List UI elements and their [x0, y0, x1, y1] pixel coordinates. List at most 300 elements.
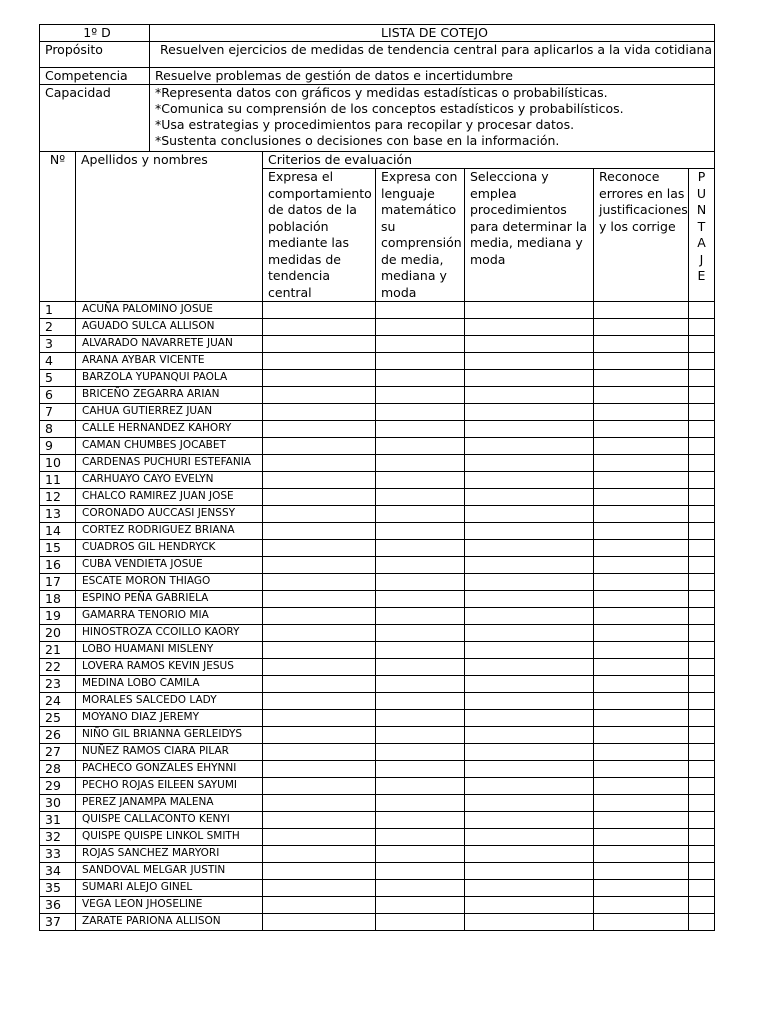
score-cell[interactable]: [689, 472, 715, 489]
criterion-cell[interactable]: [594, 676, 689, 693]
table-row: [40, 421, 715, 438]
criterion-cell[interactable]: [263, 574, 376, 591]
table-row: [40, 608, 715, 625]
student-name: AGUADO SULCA ALLISON: [76, 319, 263, 336]
number-header: Nº: [40, 152, 76, 302]
criterion-cell[interactable]: [263, 353, 376, 370]
criterion-cell[interactable]: [594, 625, 689, 642]
table-row: [40, 829, 715, 846]
criterion-cell[interactable]: [594, 659, 689, 676]
criterion-cell[interactable]: [465, 574, 594, 591]
table-row: [40, 370, 715, 387]
score-cell[interactable]: [689, 574, 715, 591]
student-name: CORONADO AUCCASI JENSSY: [76, 506, 263, 523]
criterion-cell[interactable]: [465, 506, 594, 523]
student-name: ROJAS SANCHEZ MARYORI: [76, 846, 263, 863]
student-name: CUADROS GIL HENDRYCK: [76, 540, 263, 557]
score-cell[interactable]: [689, 880, 715, 897]
score-cell[interactable]: [689, 523, 715, 540]
criterion-cell[interactable]: [465, 846, 594, 863]
student-name: ESPINO PEÑA GABRIELA: [76, 591, 263, 608]
criterion-cell[interactable]: [465, 659, 594, 676]
table-row: [40, 897, 715, 914]
criterion-cell[interactable]: [465, 438, 594, 455]
criterion-cell[interactable]: [465, 336, 594, 353]
table-row: [40, 812, 715, 829]
criterion-cell[interactable]: [594, 591, 689, 608]
criterion-cell[interactable]: [376, 438, 465, 455]
score-cell[interactable]: [689, 642, 715, 659]
criterion-cell[interactable]: [594, 421, 689, 438]
student-name: ZARATE PARIONA ALLISON: [76, 914, 263, 931]
competence-label: Competencia: [40, 68, 150, 85]
table-row: [40, 319, 715, 336]
criterion-cell[interactable]: [263, 302, 376, 319]
table-row: [40, 795, 715, 812]
table-row: [40, 489, 715, 506]
table-row: [40, 336, 715, 353]
score-cell[interactable]: [689, 387, 715, 404]
criterion-cell[interactable]: [465, 863, 594, 880]
student-number: 12: [40, 489, 76, 506]
score-cell[interactable]: [689, 897, 715, 914]
criterion-cell[interactable]: [376, 591, 465, 608]
capacity-row: [40, 85, 715, 152]
score-header-text: P U N T A J E: [696, 169, 707, 283]
criterion-cell[interactable]: [263, 693, 376, 710]
capacity-item: *Usa estrategias y procedimientos para recopilar y procesar datos.: [155, 117, 575, 132]
criterion-cell[interactable]: [376, 353, 465, 370]
criterion-cell[interactable]: [465, 421, 594, 438]
table-row: [40, 506, 715, 523]
table-row: [40, 880, 715, 897]
student-name: PECHO ROJAS EILEEN SAYUMI: [76, 778, 263, 795]
table-row: [40, 710, 715, 727]
table-row: [40, 693, 715, 710]
criterion-cell[interactable]: [263, 336, 376, 353]
criterion-cell[interactable]: [376, 812, 465, 829]
score-cell[interactable]: [689, 727, 715, 744]
criterion-cell[interactable]: [376, 540, 465, 557]
criterion-cell[interactable]: [465, 829, 594, 846]
table-row: [40, 472, 715, 489]
criterion-cell[interactable]: [376, 642, 465, 659]
score-cell[interactable]: [689, 846, 715, 863]
score-cell[interactable]: [689, 625, 715, 642]
criterion-cell[interactable]: [263, 778, 376, 795]
criterion-cell[interactable]: [263, 455, 376, 472]
criterion-cell[interactable]: [465, 591, 594, 608]
criterion-cell[interactable]: [594, 710, 689, 727]
criterion-cell[interactable]: [263, 744, 376, 761]
table-row: [40, 625, 715, 642]
student-name: BRICEÑO ZEGARRA ARIAN: [76, 387, 263, 404]
student-name: VEGA LEON JHOSELINE: [76, 897, 263, 914]
criterion-cell[interactable]: [594, 727, 689, 744]
criterion-cell[interactable]: [594, 693, 689, 710]
criterion-cell[interactable]: [263, 659, 376, 676]
criterion-cell[interactable]: [263, 897, 376, 914]
criterion-cell[interactable]: [594, 489, 689, 506]
criterion-cell[interactable]: [594, 438, 689, 455]
student-number: 30: [40, 795, 76, 812]
student-name: QUISPE QUISPE LINKOL SMITH: [76, 829, 263, 846]
criterion-cell[interactable]: [263, 404, 376, 421]
student-number: 35: [40, 880, 76, 897]
criterion-3: Selecciona y emplea procedimientos para determinar la media, mediana y moda: [465, 169, 594, 302]
criterion-cell[interactable]: [376, 778, 465, 795]
student-name: CORTEZ RODRIGUEZ BRIANA: [76, 523, 263, 540]
criterion-cell[interactable]: [376, 846, 465, 863]
criterion-cell[interactable]: [263, 676, 376, 693]
criterion-cell[interactable]: [594, 387, 689, 404]
score-cell[interactable]: [689, 370, 715, 387]
criterion-cell[interactable]: [376, 608, 465, 625]
criterion-cell[interactable]: [376, 506, 465, 523]
score-cell[interactable]: [689, 353, 715, 370]
criterion-cell[interactable]: [465, 489, 594, 506]
student-number: 13: [40, 506, 76, 523]
criterion-cell[interactable]: [594, 829, 689, 846]
student-name: ACUÑA PALOMINO JOSUE: [76, 302, 263, 319]
table-row: [40, 540, 715, 557]
criterion-cell[interactable]: [465, 370, 594, 387]
criterion-cell[interactable]: [465, 540, 594, 557]
student-number: 11: [40, 472, 76, 489]
criterion-cell[interactable]: [465, 642, 594, 659]
score-cell[interactable]: [689, 812, 715, 829]
criterion-cell[interactable]: [376, 387, 465, 404]
criterion-cell[interactable]: [376, 523, 465, 540]
criterion-cell[interactable]: [594, 846, 689, 863]
score-cell[interactable]: [689, 421, 715, 438]
criterion-cell[interactable]: [465, 353, 594, 370]
criterion-cell[interactable]: [594, 778, 689, 795]
student-name: CUBA VENDIETA JOSUE: [76, 557, 263, 574]
criterion-cell[interactable]: [376, 880, 465, 897]
criterion-cell[interactable]: [376, 744, 465, 761]
student-number: 9: [40, 438, 76, 455]
criterion-cell[interactable]: [376, 676, 465, 693]
student-number: 14: [40, 523, 76, 540]
table-row: [40, 846, 715, 863]
criterion-cell[interactable]: [465, 693, 594, 710]
criterion-cell[interactable]: [594, 472, 689, 489]
criterion-cell[interactable]: [376, 625, 465, 642]
score-cell[interactable]: [689, 506, 715, 523]
student-name: HINOSTROZA CCOILLO KAORY: [76, 625, 263, 642]
competence-row: [40, 68, 715, 85]
student-name: CHALCO RAMIREZ JUAN JOSE: [76, 489, 263, 506]
table-row: [40, 387, 715, 404]
score-cell[interactable]: [689, 608, 715, 625]
student-name: BARZOLA YUPANQUI PAOLA: [76, 370, 263, 387]
criterion-cell[interactable]: [263, 472, 376, 489]
criterion-cell[interactable]: [376, 863, 465, 880]
criterion-cell[interactable]: [263, 914, 376, 931]
student-number: 17: [40, 574, 76, 591]
student-name: MOYANO DIAZ JEREMY: [76, 710, 263, 727]
criterion-cell[interactable]: [376, 897, 465, 914]
criterion-cell[interactable]: [594, 863, 689, 880]
student-number: 33: [40, 846, 76, 863]
criterion-cell[interactable]: [594, 880, 689, 897]
criterion-cell[interactable]: [594, 557, 689, 574]
score-cell[interactable]: [689, 710, 715, 727]
table-row: [40, 761, 715, 778]
student-name: NIÑO GIL BRIANNA GERLEIDYS: [76, 727, 263, 744]
criterion-cell[interactable]: [263, 863, 376, 880]
score-cell[interactable]: [689, 744, 715, 761]
table-row: [40, 404, 715, 421]
criterion-cell[interactable]: [376, 421, 465, 438]
criterion-cell[interactable]: [376, 574, 465, 591]
criterion-cell[interactable]: [465, 676, 594, 693]
criterion-cell[interactable]: [376, 404, 465, 421]
criterion-cell[interactable]: [376, 489, 465, 506]
criterion-cell[interactable]: [594, 319, 689, 336]
criterion-cell[interactable]: [594, 523, 689, 540]
criterion-cell[interactable]: [465, 472, 594, 489]
criterion-cell[interactable]: [465, 914, 594, 931]
criterion-cell[interactable]: [376, 455, 465, 472]
score-cell[interactable]: [689, 455, 715, 472]
criterion-cell[interactable]: [263, 540, 376, 557]
criterion-cell[interactable]: [594, 302, 689, 319]
criterion-cell[interactable]: [465, 812, 594, 829]
criterion-cell[interactable]: [465, 387, 594, 404]
criterion-cell[interactable]: [465, 897, 594, 914]
table-row: [40, 727, 715, 744]
criterion-cell[interactable]: [465, 302, 594, 319]
criterion-cell[interactable]: [465, 795, 594, 812]
criterion-cell[interactable]: [376, 472, 465, 489]
criterion-cell[interactable]: [263, 608, 376, 625]
criterion-cell[interactable]: [376, 829, 465, 846]
purpose-text: Resuelven ejercicios de medidas de tendencia central para aplicarlos a la vida cotidiana: [150, 42, 715, 68]
criterion-cell[interactable]: [465, 880, 594, 897]
criterion-cell[interactable]: [263, 727, 376, 744]
purpose-label: Propósito: [40, 42, 150, 68]
score-cell[interactable]: [689, 438, 715, 455]
student-number: 29: [40, 778, 76, 795]
criterion-cell[interactable]: [263, 829, 376, 846]
score-cell[interactable]: [689, 659, 715, 676]
criterion-cell[interactable]: [263, 387, 376, 404]
table-row: [40, 302, 715, 319]
criterion-cell[interactable]: [594, 795, 689, 812]
score-cell[interactable]: [689, 540, 715, 557]
student-name: MEDINA LOBO CAMILA: [76, 676, 263, 693]
student-number: 7: [40, 404, 76, 421]
score-cell[interactable]: [689, 489, 715, 506]
criterion-cell[interactable]: [263, 489, 376, 506]
student-name: CARDENAS PUCHURI ESTEFANIA: [76, 455, 263, 472]
student-number: 5: [40, 370, 76, 387]
criterion-cell[interactable]: [594, 540, 689, 557]
header-table: [39, 24, 715, 152]
student-name: LOVERA RAMOS KEVIN JESUS: [76, 659, 263, 676]
criterion-cell[interactable]: [594, 608, 689, 625]
criterion-cell[interactable]: [465, 404, 594, 421]
criterion-cell[interactable]: [465, 778, 594, 795]
table-row: [40, 557, 715, 574]
criterion-2: Expresa con lenguaje matemático su comprensión de media, mediana y moda: [376, 169, 465, 302]
criterion-cell[interactable]: [376, 370, 465, 387]
criterion-cell[interactable]: [263, 506, 376, 523]
table-row: [40, 863, 715, 880]
criterion-cell[interactable]: [594, 353, 689, 370]
criterion-cell[interactable]: [263, 846, 376, 863]
criterion-cell[interactable]: [263, 319, 376, 336]
criterion-cell[interactable]: [376, 914, 465, 931]
document-title: LISTA DE COTEJO: [150, 25, 715, 42]
criterion-cell[interactable]: [376, 319, 465, 336]
table-row: [40, 676, 715, 693]
student-number: 8: [40, 421, 76, 438]
grade-cell: 1º D: [40, 25, 150, 42]
criterion-cell[interactable]: [465, 625, 594, 642]
criterion-cell[interactable]: [594, 744, 689, 761]
student-name: SUMARI ALEJO GINEL: [76, 880, 263, 897]
criterion-cell[interactable]: [376, 727, 465, 744]
criterion-cell[interactable]: [465, 557, 594, 574]
table-header-row: [40, 152, 715, 169]
table-row: [40, 591, 715, 608]
criterion-cell[interactable]: [594, 455, 689, 472]
criterion-cell[interactable]: [465, 710, 594, 727]
score-cell[interactable]: [689, 863, 715, 880]
criterion-cell[interactable]: [465, 523, 594, 540]
student-number: 3: [40, 336, 76, 353]
criterion-cell[interactable]: [594, 506, 689, 523]
student-name: CARHUAYO CAYO EVELYN: [76, 472, 263, 489]
criterion-cell[interactable]: [465, 455, 594, 472]
student-number: 31: [40, 812, 76, 829]
criterion-cell[interactable]: [376, 302, 465, 319]
criterion-cell[interactable]: [594, 761, 689, 778]
score-cell[interactable]: [689, 336, 715, 353]
student-name: MORALES SALCEDO LADY: [76, 693, 263, 710]
criterion-cell[interactable]: [263, 421, 376, 438]
criterion-cell[interactable]: [263, 591, 376, 608]
student-number: 27: [40, 744, 76, 761]
table-row: [40, 778, 715, 795]
table-row: [40, 914, 715, 931]
criterion-cell[interactable]: [263, 642, 376, 659]
score-cell[interactable]: [689, 795, 715, 812]
criterion-cell[interactable]: [465, 608, 594, 625]
score-cell[interactable]: [689, 557, 715, 574]
criterion-cell[interactable]: [376, 336, 465, 353]
criterion-cell[interactable]: [465, 761, 594, 778]
criterion-cell[interactable]: [594, 897, 689, 914]
student-number: 20: [40, 625, 76, 642]
student-number: 2: [40, 319, 76, 336]
criterion-cell[interactable]: [263, 795, 376, 812]
student-number: 28: [40, 761, 76, 778]
student-name: GAMARRA TENORIO MIA: [76, 608, 263, 625]
capacity-label: Capacidad: [40, 85, 150, 152]
criterion-cell[interactable]: [263, 557, 376, 574]
score-cell[interactable]: [689, 829, 715, 846]
criterion-cell[interactable]: [263, 710, 376, 727]
criterion-cell[interactable]: [376, 795, 465, 812]
criterion-cell[interactable]: [376, 710, 465, 727]
student-name: PEREZ JANAMPA MALENA: [76, 795, 263, 812]
title-row: [40, 25, 715, 42]
student-name: LOBO HUAMANI MISLENY: [76, 642, 263, 659]
capacity-list: [150, 85, 715, 152]
criterion-cell[interactable]: [465, 319, 594, 336]
criterion-cell[interactable]: [376, 761, 465, 778]
criterion-cell[interactable]: [594, 370, 689, 387]
score-cell[interactable]: [689, 778, 715, 795]
student-name: ALVARADO NAVARRETE JUAN: [76, 336, 263, 353]
criterion-cell[interactable]: [376, 557, 465, 574]
score-cell[interactable]: [689, 319, 715, 336]
capacity-item: *Comunica su comprensión de los conceptos estadísticos y probabilísticos.: [155, 101, 624, 116]
criterion-cell[interactable]: [376, 659, 465, 676]
student-name: CALLE HERNANDEZ KAHORY: [76, 421, 263, 438]
score-cell[interactable]: [689, 302, 715, 319]
student-number: 25: [40, 710, 76, 727]
name-header: Apellidos y nombres: [76, 152, 263, 302]
criterion-cell[interactable]: [594, 914, 689, 931]
student-number: 16: [40, 557, 76, 574]
score-cell[interactable]: [689, 693, 715, 710]
criterion-cell[interactable]: [594, 336, 689, 353]
criterion-4: Reconoce errores en las justificaciones y los corrige: [594, 169, 689, 302]
score-cell[interactable]: [689, 591, 715, 608]
student-number: 19: [40, 608, 76, 625]
student-number: 26: [40, 727, 76, 744]
criterion-cell[interactable]: [263, 812, 376, 829]
student-number: 4: [40, 353, 76, 370]
criterion-cell[interactable]: [594, 812, 689, 829]
score-cell[interactable]: [689, 676, 715, 693]
student-name: SANDOVAL MELGAR JUSTIN: [76, 863, 263, 880]
criterion-cell[interactable]: [376, 693, 465, 710]
score-cell[interactable]: [689, 914, 715, 931]
criteria-header: Criterios de evaluación: [263, 152, 715, 169]
student-name: ARANA AYBAR VICENTE: [76, 353, 263, 370]
criterion-cell[interactable]: [465, 727, 594, 744]
student-number: 34: [40, 863, 76, 880]
student-name: CAHUA GUTIERREZ JUAN: [76, 404, 263, 421]
student-number: 24: [40, 693, 76, 710]
criterion-cell[interactable]: [594, 574, 689, 591]
criterion-cell[interactable]: [263, 370, 376, 387]
criterion-cell[interactable]: [263, 625, 376, 642]
student-number: 10: [40, 455, 76, 472]
table-row: [40, 523, 715, 540]
criterion-1: Expresa el comportamiento de datos de la población mediante las medidas de tendencia central: [263, 169, 376, 302]
criterion-cell[interactable]: [263, 438, 376, 455]
student-number: 22: [40, 659, 76, 676]
criterion-cell[interactable]: [594, 642, 689, 659]
criterion-cell[interactable]: [465, 744, 594, 761]
student-number: 32: [40, 829, 76, 846]
student-number: 6: [40, 387, 76, 404]
table-row: [40, 353, 715, 370]
score-cell[interactable]: [689, 761, 715, 778]
criterion-cell[interactable]: [594, 404, 689, 421]
criterion-cell[interactable]: [263, 761, 376, 778]
score-cell[interactable]: [689, 404, 715, 421]
criterion-cell[interactable]: [263, 523, 376, 540]
criterion-cell[interactable]: [263, 880, 376, 897]
